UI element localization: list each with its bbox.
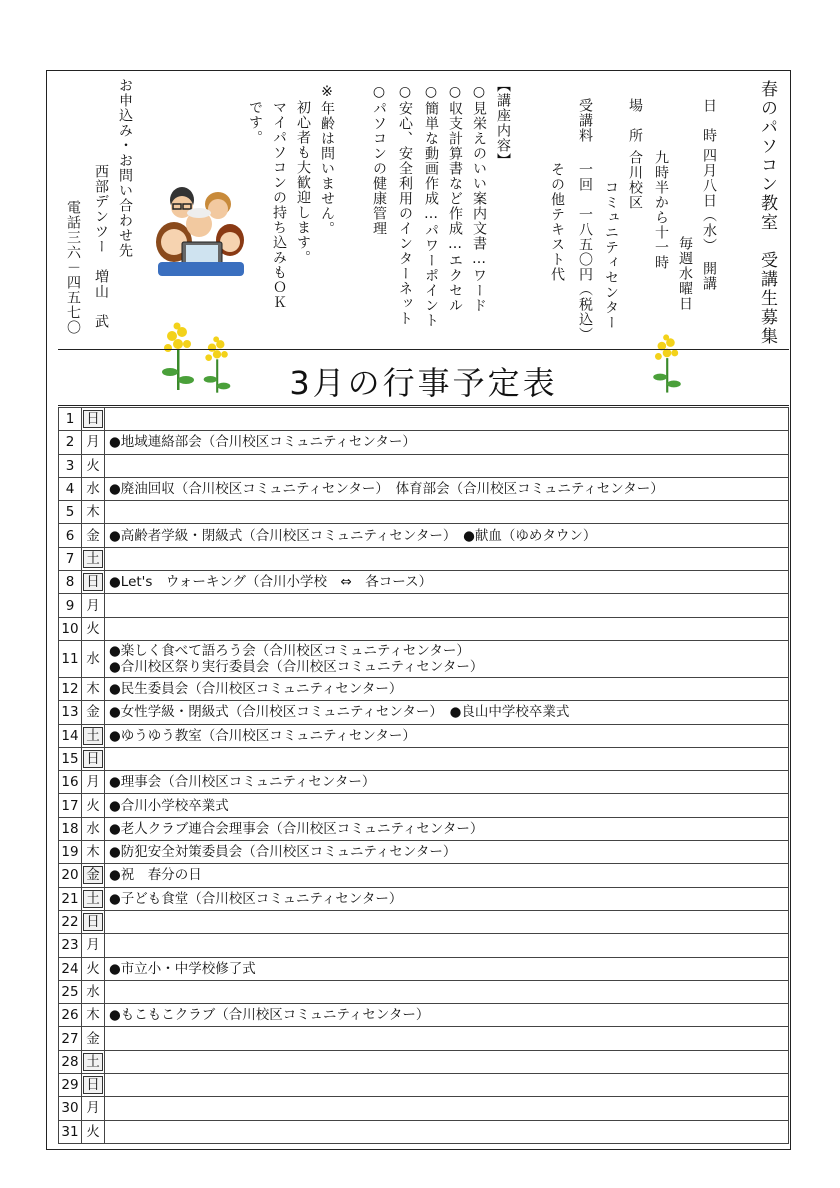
- weekday-label: 木: [86, 681, 100, 698]
- calendar-events: [105, 1004, 789, 1027]
- family-computer-illustration: [152, 182, 248, 278]
- calendar-events: [105, 547, 789, 570]
- place-label: 場 所: [627, 98, 643, 143]
- calendar-events: [105, 431, 789, 454]
- weekday-label: 日: [83, 750, 103, 768]
- calendar-events: [105, 1027, 789, 1050]
- weekday-label: 水: [86, 650, 100, 667]
- calendar-weekday: [82, 431, 105, 454]
- place-line-2: コミュニティセンター: [603, 180, 619, 330]
- calendar-day: 3: [59, 454, 82, 477]
- calendar-weekday: [82, 887, 105, 910]
- note-line: マイパソコンの持ち込みもＯＫ: [271, 100, 287, 310]
- calendar-weekday: [82, 980, 105, 1003]
- calendar-weekday: [82, 957, 105, 980]
- calendar-event: ●廃油回収（合川校区コミュニティセンター） 体育部会（合川校区コミュニティセンター）: [109, 481, 664, 498]
- calendar-row: [59, 771, 789, 794]
- calendar-row: [59, 1097, 789, 1120]
- calendar-weekday: [82, 640, 105, 677]
- calendar-row: [59, 501, 789, 524]
- weekday-label: 月: [86, 597, 100, 614]
- weekday-label: 火: [86, 1123, 100, 1140]
- schedule-label: 日 時: [701, 98, 717, 143]
- calendar-event: ●防犯安全対策委員会（合川校区コミュニティセンター）: [109, 844, 457, 861]
- fee-line-2: その他テキスト代: [549, 162, 565, 282]
- calendar-day: 23: [59, 934, 82, 957]
- calendar-day: 1: [59, 408, 82, 431]
- weekday-label: 月: [86, 1100, 100, 1117]
- calendar-row: [59, 547, 789, 570]
- calendar-row: [59, 524, 789, 547]
- weekday-label: 日: [83, 1076, 103, 1094]
- calendar-events: [105, 1050, 789, 1073]
- weekday-label: 水: [86, 820, 100, 837]
- calendar-day: 30: [59, 1097, 82, 1120]
- calendar-day: 9: [59, 594, 82, 617]
- calendar-row: [59, 864, 789, 887]
- calendar-weekday: [82, 841, 105, 864]
- calendar-row: [59, 477, 789, 500]
- schedule-line-3: 九時半から十一時: [653, 150, 669, 270]
- calendar-day: 11: [59, 640, 82, 677]
- calendar-events: [105, 501, 789, 524]
- course-item: ○見栄えのいい案内文書…ワード: [471, 84, 487, 313]
- calendar-day: 29: [59, 1074, 82, 1097]
- fee-line-1: 一回 一八五〇円（税込）: [577, 162, 593, 342]
- calendar-event: ●楽しく食べて語ろう会（合川校区コミュニティセンター）: [109, 642, 470, 659]
- calendar-events: [105, 594, 789, 617]
- calendar-events: [105, 957, 789, 980]
- calendar-day: 21: [59, 887, 82, 910]
- weekday-label: 木: [86, 504, 100, 521]
- weekday-label: 土: [83, 1053, 103, 1071]
- calendar-weekday: [82, 1097, 105, 1120]
- calendar-row: [59, 454, 789, 477]
- calendar-event: ●合川校区祭り実行委員会（合川校区コミュニティセンター）: [109, 658, 484, 675]
- calendar-day: 28: [59, 1050, 82, 1073]
- calendar-weekday: [82, 1027, 105, 1050]
- calendar-row: [59, 1027, 789, 1050]
- calendar-event: ●ゆうゆう教室（合川校区コミュニティセンター）: [109, 727, 416, 744]
- calendar-weekday: [82, 571, 105, 594]
- calendar-events: [105, 571, 789, 594]
- calendar-header: [58, 349, 789, 406]
- calendar-weekday: [82, 794, 105, 817]
- course-item: ○安心、安全利用のインターネット: [397, 84, 413, 326]
- calendar-day: 4: [59, 477, 82, 500]
- course-item: ○収支計算書など作成…エクセル: [447, 84, 463, 313]
- calendar-day: 12: [59, 677, 82, 700]
- note-line: 初心者も大歓迎します。: [295, 100, 311, 265]
- calendar-row: [59, 887, 789, 910]
- calendar-events: [105, 677, 789, 700]
- calendar-row: [59, 677, 789, 700]
- weekday-label: 水: [86, 983, 100, 1000]
- calendar-title: 3月の行事予定表: [289, 364, 558, 402]
- calendar-events: [105, 817, 789, 840]
- calendar-event: ●子ども食堂（合川校区コミュニティセンター）: [109, 890, 403, 907]
- calendar-day: 10: [59, 617, 82, 640]
- contact-heading: お申込み・お問い合わせ先: [117, 78, 133, 258]
- calendar-day: 20: [59, 864, 82, 887]
- calendar-event: ●民生委員会（合川校区コミュニティセンター）: [109, 681, 403, 698]
- schedule-line-1: 四月八日（水） 開講: [701, 148, 717, 291]
- weekday-label: 月: [86, 774, 100, 791]
- weekday-label: 金: [86, 704, 100, 721]
- calendar-day: 25: [59, 980, 82, 1003]
- calendar-weekday: [82, 724, 105, 747]
- calendar-day: 16: [59, 771, 82, 794]
- calendar-event: ●もこもこクラブ（合川校区コミュニティセンター）: [109, 1007, 430, 1024]
- calendar-events: [105, 864, 789, 887]
- calendar-day: 17: [59, 794, 82, 817]
- calendar-events: [105, 747, 789, 770]
- calendar-event: ●市立小・中学校修了式: [109, 960, 256, 977]
- calendar-events: [105, 1097, 789, 1120]
- calendar-row: [59, 617, 789, 640]
- calendar-row: [59, 1120, 789, 1143]
- calendar-weekday: [82, 934, 105, 957]
- calendar-events: [105, 524, 789, 547]
- course-item: ○簡単な動画作成…パワーポイント: [423, 84, 439, 328]
- calendar-weekday: [82, 1050, 105, 1073]
- calendar-events: [105, 640, 789, 677]
- calendar-row: [59, 724, 789, 747]
- weekday-label: 金: [83, 866, 103, 884]
- calendar-row: [59, 817, 789, 840]
- calendar-events: [105, 1120, 789, 1143]
- calendar-weekday: [82, 408, 105, 431]
- calendar-weekday: [82, 454, 105, 477]
- calendar-events: [105, 477, 789, 500]
- calendar-weekday: [82, 501, 105, 524]
- calendar-weekday: [82, 1120, 105, 1143]
- calendar-events: [105, 617, 789, 640]
- weekday-label: 金: [86, 527, 100, 544]
- calendar-events: [105, 724, 789, 747]
- calendar-weekday: [82, 910, 105, 933]
- calendar-row: [59, 640, 789, 677]
- calendar-row: [59, 571, 789, 594]
- weekday-label: 月: [86, 937, 100, 954]
- calendar-event: ●祝 春分の日: [109, 867, 202, 884]
- calendar-weekday: [82, 677, 105, 700]
- note-line: です。: [247, 100, 263, 145]
- calendar-row: [59, 1004, 789, 1027]
- calendar-events: [105, 910, 789, 933]
- note-line: ※年齢は問いません。: [319, 84, 335, 236]
- calendar-row: [59, 1074, 789, 1097]
- calendar-day: 31: [59, 1120, 82, 1143]
- calendar-day: 27: [59, 1027, 82, 1050]
- calendar-weekday: [82, 771, 105, 794]
- calendar-day: 18: [59, 817, 82, 840]
- calendar-events: [105, 408, 789, 431]
- calendar-weekday: [82, 1074, 105, 1097]
- weekday-label: 日: [83, 573, 103, 591]
- calendar-day: 15: [59, 747, 82, 770]
- weekday-label: 火: [86, 960, 100, 977]
- calendar-event: ●地域連絡部会（合川校区コミュニティセンター）: [109, 434, 416, 451]
- calendar-day: 26: [59, 1004, 82, 1027]
- calendar-weekday: [82, 1004, 105, 1027]
- calendar-event: ●高齢者学級・閉級式（合川校区コミュニティセンター） ●献血（ゆめタウン）: [109, 527, 597, 544]
- calendar-event: ●老人クラブ連合会理事会（合川校区コミュニティセンター）: [109, 820, 484, 837]
- calendar-row: [59, 910, 789, 933]
- calendar-event: ●女性学級・閉級式（合川校区コミュニティセンター） ●良山中学校卒業式: [109, 704, 570, 721]
- calendar-weekday: [82, 477, 105, 500]
- calendar-events: [105, 841, 789, 864]
- course-item: ○パソコンの健康管理: [371, 84, 387, 236]
- calendar-row: [59, 794, 789, 817]
- calendar-day: 24: [59, 957, 82, 980]
- contact-name: 西部デンツー 増山 武: [93, 164, 109, 329]
- calendar-day: 5: [59, 501, 82, 524]
- calendar-events: [105, 934, 789, 957]
- calendar-weekday: [82, 547, 105, 570]
- fee-label: 受講料: [577, 98, 593, 143]
- calendar-events: [105, 771, 789, 794]
- calendar-events: [105, 454, 789, 477]
- calendar-day: 2: [59, 431, 82, 454]
- weekday-label: 日: [83, 913, 103, 931]
- weekday-label: 水: [86, 481, 100, 498]
- calendar-day: 22: [59, 910, 82, 933]
- calendar-day: 8: [59, 571, 82, 594]
- weekday-label: 土: [83, 727, 103, 745]
- weekday-label: 日: [83, 410, 103, 428]
- weekday-label: 火: [86, 797, 100, 814]
- calendar-event: ●理事会（合川校区コミュニティセンター）: [109, 774, 376, 791]
- calendar-weekday: [82, 817, 105, 840]
- calendar-row: [59, 934, 789, 957]
- calendar-weekday: [82, 617, 105, 640]
- course-heading: 【講座内容】: [495, 78, 511, 168]
- calendar-day: 14: [59, 724, 82, 747]
- weekday-label: 木: [86, 844, 100, 861]
- calendar-events: [105, 887, 789, 910]
- calendar-weekday: [82, 864, 105, 887]
- calendar-weekday: [82, 701, 105, 724]
- calendar-day: 13: [59, 701, 82, 724]
- weekday-label: 土: [83, 890, 103, 908]
- contact-phone: 電話三六－四五七〇: [65, 200, 81, 335]
- weekday-label: 火: [86, 457, 100, 474]
- calendar-row: [59, 701, 789, 724]
- calendar-events: [105, 1074, 789, 1097]
- calendar-row: [59, 1050, 789, 1073]
- calendar-events: [105, 794, 789, 817]
- calendar-day: 6: [59, 524, 82, 547]
- place-line-1: 合川校区: [627, 150, 643, 210]
- weekday-label: 火: [86, 620, 100, 637]
- calendar-day: 19: [59, 841, 82, 864]
- calendar-row: [59, 594, 789, 617]
- calendar-weekday: [82, 524, 105, 547]
- schedule-line-2: 毎週水曜日: [677, 236, 693, 311]
- pc-class-title: 春のパソコン教室 受講生募集: [757, 80, 777, 346]
- calendar-row: [59, 747, 789, 770]
- calendar-weekday: [82, 594, 105, 617]
- weekday-label: 土: [83, 550, 103, 568]
- calendar-events: [105, 980, 789, 1003]
- calendar-row: [59, 841, 789, 864]
- calendar-day: 7: [59, 547, 82, 570]
- calendar-row: [59, 980, 789, 1003]
- calendar-event: ●合川小学校卒業式: [109, 797, 229, 814]
- calendar-event: ●Let's ウォーキング（合川小学校 ⇔ 各コース）: [109, 574, 433, 591]
- calendar-row: [59, 957, 789, 980]
- calendar-weekday: [82, 747, 105, 770]
- weekday-label: 木: [86, 1007, 100, 1024]
- weekday-label: 月: [86, 434, 100, 451]
- calendar-table: [58, 407, 789, 1144]
- calendar-events: [105, 701, 789, 724]
- weekday-label: 金: [86, 1030, 100, 1047]
- calendar-row: [59, 408, 789, 431]
- calendar-row: [59, 431, 789, 454]
